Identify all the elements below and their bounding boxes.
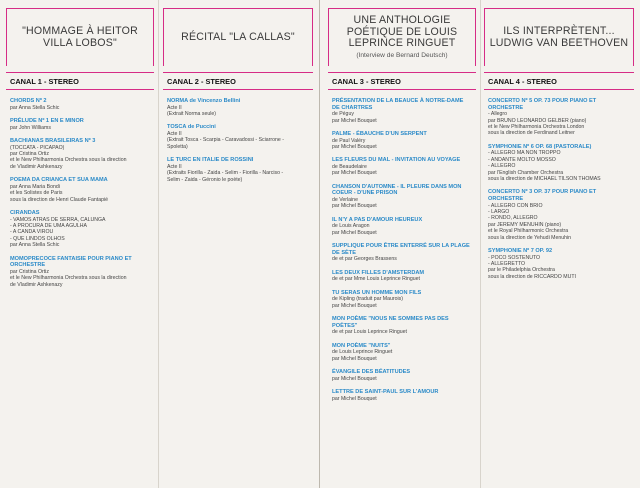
track-item — [10, 256, 150, 288]
track-detail: par Cristina Ortiz — [10, 268, 49, 275]
track-detail: (TOCCATA - PICAPAO) — [10, 144, 65, 151]
track-title: SYMPHONIE Nº 6 OP. 68 (PASTORALE) — [488, 143, 592, 150]
fold-line — [480, 0, 481, 488]
track-title: TOSCA de Puccini — [167, 124, 216, 131]
track-detail: par Michel Bouquet — [332, 302, 377, 309]
section-header — [163, 8, 313, 66]
track-title: POEMA DA CRIANCA ET SUA MAMA — [10, 177, 108, 184]
track-detail: Acte II — [167, 163, 182, 170]
track-item — [10, 98, 150, 111]
track-detail: - ANDANTE MOLTO MOSSO — [488, 156, 556, 163]
track-detail: de Louis Leprince Ringuet — [332, 349, 393, 356]
track-detail: par Anna Stella Schic — [10, 104, 60, 111]
track-item — [167, 124, 309, 150]
track-detail: et le New Philharmonia Orchestra sous la direction — [10, 275, 127, 282]
track-title: PALME - ÉBAUCHE D'UN SERPENT — [332, 131, 427, 137]
track-title: CONCERTO Nº 3 OP. 37 POUR PIANO ET ORCHESTRE — [488, 189, 597, 203]
track-detail: par Michel Bouquet — [332, 375, 377, 382]
track-item — [10, 210, 150, 249]
track-detail: sous la direction de RICCARDO MUTI — [488, 273, 576, 280]
track-detail: et le New Philharmonia Orchestra London — [488, 124, 585, 130]
track-title: LE TURC EN ITALIE DE ROSSINI — [167, 157, 254, 164]
track-item — [167, 157, 309, 183]
track-item — [332, 270, 472, 283]
track-list — [328, 90, 476, 402]
track-item — [332, 157, 472, 176]
section-header — [328, 8, 476, 66]
track-item — [488, 248, 630, 280]
track-detail: de Beaudelaire — [332, 164, 367, 170]
track-detail: - A CANDA VIROU — [10, 229, 54, 236]
track-item — [488, 144, 630, 183]
track-item — [10, 177, 150, 203]
track-detail: par Cristina Ortiz — [10, 151, 49, 157]
track-detail: par Michel Bouquet — [332, 117, 377, 124]
track-item — [332, 290, 472, 309]
track-detail: par Michel Bouquet — [332, 203, 377, 210]
track-detail: de Vladimir Ashkenazy — [10, 163, 63, 170]
track-item — [167, 98, 309, 117]
track-detail: Acte II — [167, 104, 182, 111]
track-detail: par Michel Bouquet — [332, 170, 377, 177]
track-detail: par Michel Bouquet — [332, 229, 377, 236]
track-detail: sous la direction de MICHAEL TILSON THOMAS — [488, 176, 601, 183]
track-detail: par BRUNO LEONARDO GELBER (piano) — [488, 117, 587, 124]
section-header — [6, 8, 154, 66]
track-item — [332, 131, 472, 150]
track-detail: - ALLEGRO MA NON TROPPO — [488, 150, 561, 157]
track-detail: de Péguy — [332, 111, 354, 118]
track-title: LETTRE DE SAINT-PAUL SUR L'AMOUR — [332, 389, 439, 396]
track-list — [163, 90, 313, 183]
column-canal-2 — [163, 8, 313, 480]
track-item — [332, 369, 472, 382]
track-detail: de Vladimir Ashkenazy — [10, 281, 63, 288]
track-title: MON POÈME "NOUS NE SOMMES PAS DES POÈTES" — [332, 316, 449, 329]
track-detail: - RONDO, ALLEGRO — [488, 215, 538, 222]
track-title: MOMOPRECOCE FANTAISIE POUR PIANO ET ORCHESTRE — [10, 255, 132, 269]
track-detail: de Kipling (traduit par Maurois) — [332, 296, 403, 303]
track-detail: de et par Mme Louis Leprince Ringuet — [332, 276, 420, 283]
section-header — [484, 8, 634, 66]
track-detail: sous la direction de Yehudi Menuhin — [488, 234, 572, 241]
track-detail: de et par Georges Brassens — [332, 256, 397, 263]
channel-label: CANAL 3 - STEREO — [328, 72, 476, 90]
track-item — [488, 98, 630, 137]
track-title: NORMA de Vincenzo Bellini — [167, 98, 241, 104]
column-canal-3 — [328, 8, 476, 480]
track-detail: Spoletta) — [167, 143, 188, 150]
column-canal-4 — [484, 8, 634, 480]
track-detail: par le Philadelphia Orchestra — [488, 267, 555, 274]
track-item — [332, 243, 472, 263]
track-title: ÉVANGILE DES BÉATITUDES — [332, 369, 411, 376]
track-title: LES FLEURS DU MAL - INVITATION AU VOYAGE — [332, 157, 461, 164]
track-item — [332, 316, 472, 336]
track-list — [484, 90, 634, 280]
track-item — [10, 118, 150, 131]
track-detail: par John Williams — [10, 124, 51, 131]
track-detail: par Anna Stella Schic — [10, 242, 60, 249]
track-item — [488, 189, 630, 241]
track-detail: par Anna Maria Bondi — [10, 183, 60, 190]
track-title: CHORDS Nº 2 — [10, 98, 47, 104]
track-detail: - ALLEGRO CON BRIO — [488, 202, 543, 209]
track-detail: par l'English Chamber Orchestra — [488, 169, 564, 176]
column-canal-1 — [6, 8, 154, 480]
track-detail: par JEREMY MENUHIN (piano) — [488, 221, 562, 228]
track-detail: par Michel Bouquet — [332, 355, 377, 362]
track-title: PRÉSENTATION DE LA BEAUCE À NOTRE-DAME DE CHARTRES — [332, 98, 464, 111]
fold-line — [319, 0, 320, 488]
track-detail: sous la direction de Henri Claude Fantapié — [10, 196, 109, 203]
track-detail: - A PROCURA DE UMA AGULHA — [10, 223, 87, 230]
section-title: UNE ANTHOLOGIE POÉTIQUE DE LOUIS LEPRINCE RINGUET — [346, 14, 458, 50]
track-item — [332, 98, 472, 124]
track-title: MON POÈME "NUITS" — [332, 342, 391, 349]
track-title: BACHIANAS BRASILEIRAS Nº 3 — [10, 138, 96, 144]
track-detail: Selim - Zaida - Géronio le poète) — [167, 176, 243, 183]
channel-label: CANAL 1 - STEREO — [6, 72, 154, 90]
track-title: IL N'Y A PAS D'AMOUR HEUREUX — [332, 216, 423, 223]
track-detail: - Allegro — [488, 111, 508, 118]
section-subtitle: (Interview de Bernard Deutsch) — [356, 51, 448, 59]
track-item — [332, 184, 472, 210]
fold-line — [158, 0, 159, 488]
track-title: LES DEUX FILLES D'AMSTERDAM — [332, 269, 425, 276]
track-detail: et les Solistes de Paris — [10, 190, 63, 197]
channel-label: CANAL 4 - STEREO — [484, 72, 634, 90]
track-title: TU SERAS UN HOMME MON FILS — [332, 289, 422, 296]
track-item — [332, 389, 472, 402]
track-detail: - ALLEGRO — [488, 163, 516, 170]
section-title: RÉCITAL "LA CALLAS" — [181, 30, 295, 43]
track-detail: par Michel Bouquet — [332, 395, 377, 402]
track-title: CHANSON D'AUTOMNE - IL PLEURE DANS MON COEUR - D'UNE PRISON — [332, 183, 462, 197]
track-item — [332, 343, 472, 362]
track-detail: - QUE LINDOS OLHOS — [10, 235, 65, 242]
track-detail: et le Royal Philharmonic Orchestra — [488, 228, 569, 235]
track-title: SYMPHONIE Nº 7 OP. 92 — [488, 248, 553, 255]
track-title: PRÉLUDE Nº 1 EN E MINOR — [10, 118, 84, 124]
track-title: CONCERTO Nº 5 OP. 73 POUR PIANO ET ORCHESTRE — [488, 98, 597, 111]
track-detail: sous la direction de Ferdinand Leitner — [488, 130, 575, 137]
section-title: "HOMMAGE À HEITOR VILLA LOBOS" — [22, 25, 138, 49]
track-list — [6, 90, 154, 288]
track-detail: (Extrait Norma seule) — [167, 111, 217, 117]
track-detail: par Michel Bouquet — [332, 144, 377, 150]
track-detail: de Louis Aragon — [332, 223, 370, 230]
track-detail: - ALLEGRETTO — [488, 261, 526, 268]
track-detail: - LARGO — [488, 209, 510, 216]
track-title: CIRANDAS — [10, 210, 40, 217]
track-item — [332, 217, 472, 236]
track-title: SUPPLIQUE POUR ÊTRE ENTERRÉ SUR LA PLAGE DE SÈTE — [332, 243, 470, 256]
track-detail: (Extraits Fiorilla - Zaida - Selim - Fiorilla - Narciso - — [167, 170, 284, 177]
section-title: ILS INTERPRÈTENT... LUDWIG VAN BEETHOVEN — [489, 25, 629, 49]
track-detail: - POCO SOSTENUTO — [488, 254, 541, 261]
channel-label: CANAL 2 - STEREO — [163, 72, 313, 90]
track-item — [10, 138, 150, 170]
track-detail: Acte II — [167, 131, 182, 137]
track-detail: et le New Philharmonia Orchestra sous la direction — [10, 157, 127, 164]
track-detail: de et par Louis Leprince Ringuet — [332, 329, 407, 336]
track-detail: - VAMOS ATRAS DE SERRA, CALUNGA — [10, 216, 106, 223]
track-detail: (Extrait Tosca - Scarpia - Caravadossi - Sciarrone - — [167, 137, 284, 144]
track-detail: de Paul Valéry — [332, 137, 366, 144]
track-detail: de Verlaine — [332, 197, 358, 203]
